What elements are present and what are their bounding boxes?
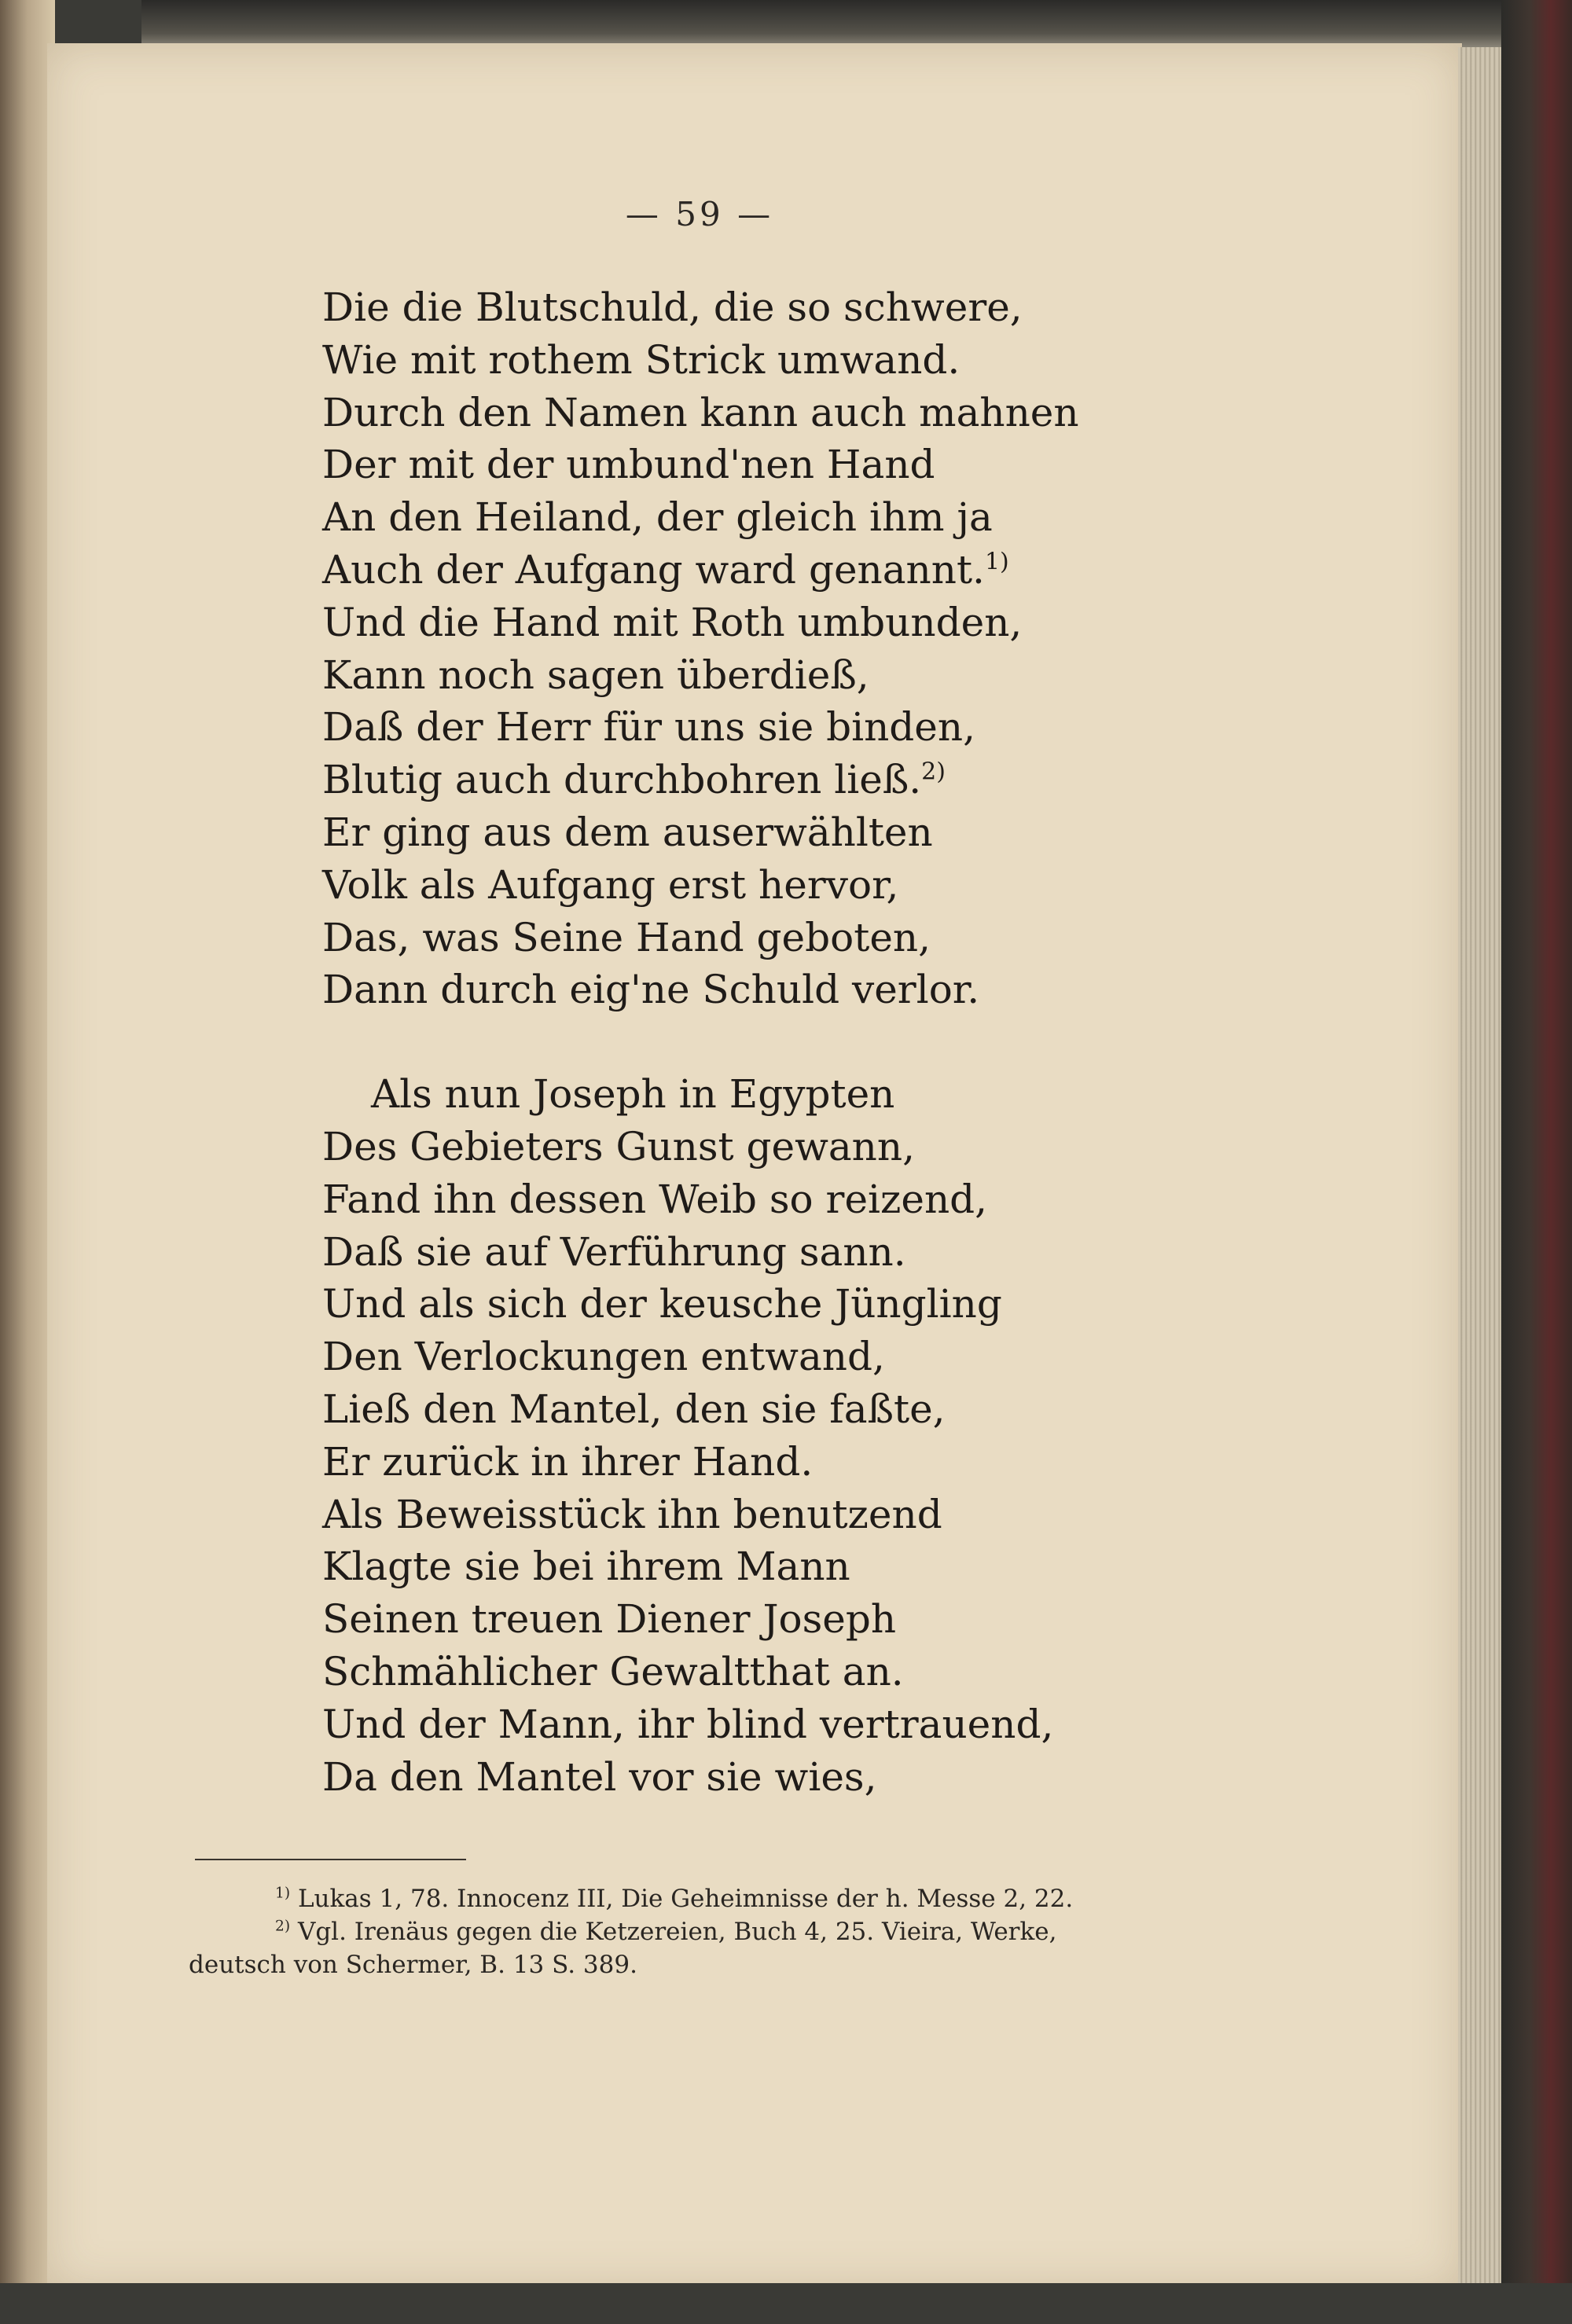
verse-line: Schmählicher Gewaltthat an.: [322, 1648, 904, 1694]
verse-line-text: Blutig auch durchbohren ließ.: [322, 757, 922, 803]
verse-line: Und der Mann, ihr blind vertrauend,: [322, 1701, 1054, 1747]
verse-line: Daß der Herr für uns sie binden,: [322, 704, 975, 751]
footnote-text: Lukas 1, 78. Innocenz III, Die Geheimnisse der h. Messe 2, 22.: [297, 1885, 1074, 1913]
verse-line: Kann noch sagen überdieß,: [322, 652, 869, 698]
verse-line: Und die Hand mit Roth umbunden,: [322, 599, 1023, 645]
footnote: [189, 1882, 1250, 1915]
book-cover: [1501, 0, 1572, 2324]
verse-line: Klagte sie bei ihrem Mann: [322, 1544, 850, 1590]
stanza-break: [322, 1016, 1344, 1068]
verse-line: Dann durch eig'ne Schuld verlor.: [322, 967, 980, 1013]
footnote-continuation: deutsch von Schermer, B. 13 S. 389.: [189, 1951, 637, 1979]
verse-line: Da den Mantel vor sie wies,: [322, 1753, 877, 1800]
verse-line-text: Auch der Aufgang ward genannt.: [322, 546, 985, 593]
verse-line: Daß sie auf Verführung sann.: [322, 1228, 906, 1275]
verse-line: [322, 544, 1344, 597]
footnote-ref: 2): [921, 758, 946, 786]
verse-line: Volk als Aufgang erst hervor,: [322, 861, 899, 908]
footnotes: [189, 1882, 1250, 1981]
verse-line: Als nun Joseph in Egypten: [371, 1071, 895, 1118]
footnote-marker: 1): [275, 1885, 291, 1902]
verse-line: Seinen treuen Diener Joseph: [322, 1596, 897, 1643]
page-number: — 59 —: [625, 195, 774, 233]
verse-line: Als Beweisstück ihn benutzend: [322, 1491, 942, 1537]
verse-line: Des Gebieters Gunst gewann,: [322, 1123, 915, 1169]
verse-line: Er ging aus dem auserwählten: [322, 809, 933, 855]
footnote: [189, 1915, 1250, 1948]
verse-line: [322, 754, 1344, 806]
poem-text: [322, 281, 1344, 1803]
verse-line: Und als sich der keusche Jüngling: [322, 1281, 1002, 1327]
footnote-ref: 1): [984, 548, 1009, 576]
footnote-marker: 2): [275, 1918, 291, 1935]
verse-line: Durch den Namen kann auch mahnen: [322, 389, 1079, 435]
footnote-text: Vgl. Irenäus gegen die Ketzereien, Buch 4, 25. Vieira, Werke,: [297, 1918, 1057, 1946]
verse-line: Der mit der umbund'nen Hand: [322, 442, 935, 488]
verse-line: Ließ den Mantel, den sie faßte,: [322, 1386, 946, 1432]
verse-line: Die die Blutschuld, die so schwere,: [322, 285, 1023, 330]
verse-line: Das, was Seine Hand geboten,: [322, 914, 931, 960]
footnote-rule: [195, 1859, 466, 1860]
verse-line: Er zurück in ihrer Hand.: [322, 1438, 814, 1485]
verse-line: Fand ihn dessen Weib so reizend,: [322, 1176, 988, 1222]
book-bottom-edge: [0, 2283, 1572, 2324]
page-stack-edge: [1458, 47, 1501, 2287]
book-top-edge: [141, 0, 1525, 47]
verse-line: Wie mit rothem Strick umwand.: [322, 336, 960, 383]
verse-line: Den Verlockungen entwand,: [322, 1334, 885, 1380]
verse-line: An den Heiland, der gleich ihm ja: [322, 494, 993, 541]
